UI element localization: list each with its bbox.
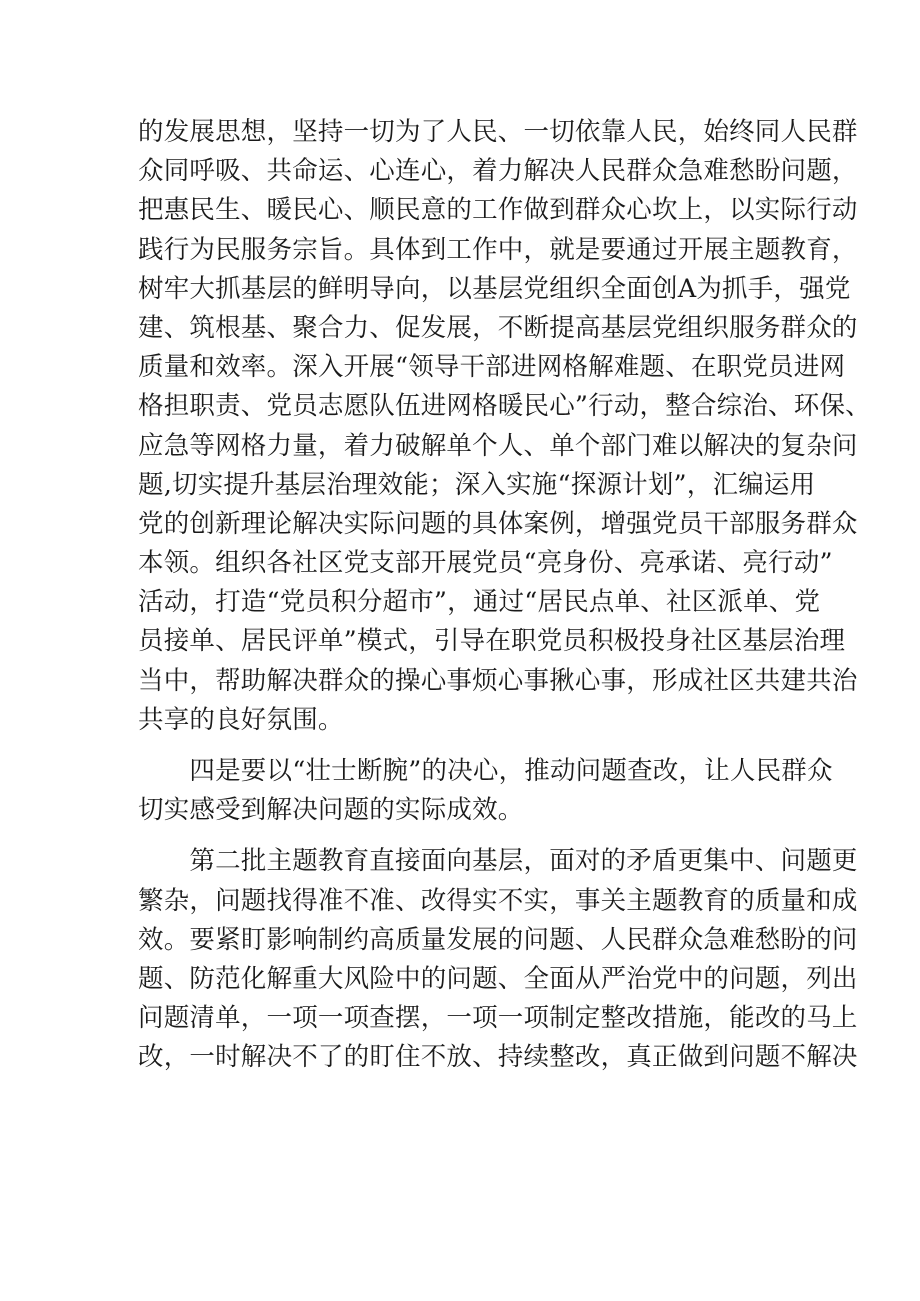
text-line: 效。要紧盯影响制约高质量发展的问题、人民群众急难愁盼的问 <box>138 924 858 955</box>
paragraph-gap <box>138 740 798 752</box>
text-line: 质量和效率。深入开展“领导干部进网格解难题、在职党员进网 <box>138 352 846 383</box>
text-line: 题,切实提升基层治理效能；深入实施“探源计划”，汇编运用 <box>138 469 816 500</box>
text-line: 四是要以“壮士断腕”的决心，推动问题查改，让人民群众 <box>138 756 833 786</box>
text-line: 树牢大抓基层的鲜明导向，以基层党组织全面创A为抓手，强党 <box>138 273 851 304</box>
text-line: 把惠民生、暖民心、顺民意的工作做到群众心坎上，以实际行动 <box>138 195 858 226</box>
text-line: 当中，帮助解决群众的操心事烦心事揪心事，形成社区共建共治 <box>138 665 858 696</box>
text-line: 格担职责、党员志愿队伍进网格暖民心”行动，整合综治、环保、 <box>138 391 871 422</box>
text-line: 的发展思想，坚持一切为了人民、一切依靠人民，始终同人民群 <box>138 117 858 147</box>
body-text <box>138 113 871 1078</box>
text-line: 应急等网格力量，着力破解单个人、单个部门难以解决的复杂问 <box>138 430 858 461</box>
text-line: 题、防范化解重大风险中的问题、全面从严治党中的问题，列出 <box>138 963 858 994</box>
text-line: 切实感受到解决问题的实际成效。 <box>138 795 524 826</box>
text-line: 活动，打造“党员积分超市”，通过“居民点单、社区派单、党 <box>138 587 821 618</box>
text-line: 繁杂，问题找得准不准、改得实不实，事关主题教育的质量和成 <box>138 885 858 916</box>
paragraph-gap <box>138 830 798 842</box>
text-line: 第二批主题教育直接面向基层，面对的矛盾更集中、问题更 <box>138 846 858 877</box>
text-line: 众同呼吸、共命运、心连心，着力解决人民群众急难愁盼问题， <box>138 156 858 187</box>
text-line: 党的创新理论解决实际问题的具体案例，增强党员干部服务群众 <box>138 508 858 539</box>
text-line: 共享的良好氛围。 <box>138 704 344 735</box>
text-line: 改，一时解决不了的盯住不放、持续整改，真正做到问题不解决 <box>138 1042 858 1073</box>
text-line: 本领。组织各社区党支部开展党员“亮身份、亮承诺、亮行动” <box>138 548 833 579</box>
text-line: 建、筑根基、聚合力、促发展，不断提高基层党组织服务群众的 <box>138 312 858 343</box>
text-line: 问题清单，一项一项查摆，一项一项制定整改措施，能改的马上 <box>138 1003 858 1034</box>
text-line: 践行为民服务宗旨。具体到工作中，就是要通过开展主题教育， <box>138 234 858 265</box>
text-line: 员接单、居民评单”模式，引导在职党员积极投身社区基层治理 <box>138 626 846 657</box>
